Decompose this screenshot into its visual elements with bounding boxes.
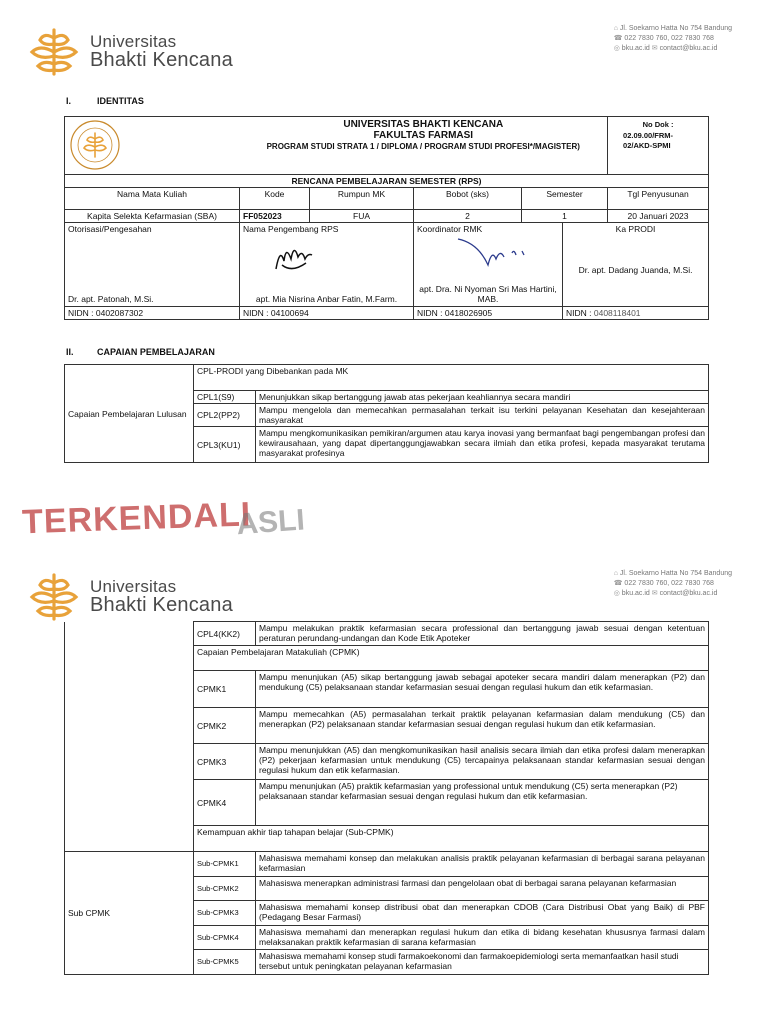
stamp-word1: TERKENDALI bbox=[21, 495, 252, 542]
otorisasi-label: Otorisasi/Pengesahan bbox=[68, 224, 152, 234]
pengembang-label: Nama Pengembang RPS bbox=[243, 224, 339, 234]
cpmk1-text: Mampu menunjukan (A5) sikap bertanggung jawab sebagai apoteker secara mandiri dalam menerapkan (P2) dan mendukung (C5) pelaksanaan standar kefarmasian sesuai dengan regulasi hukum dan etik kefarmasian. bbox=[256, 671, 709, 708]
value-nama-mk: Kapita Selekta Kefarmasian (SBA) bbox=[65, 210, 240, 223]
lotus-logo-icon bbox=[26, 24, 82, 80]
value-tgl: 20 Januari 2023 bbox=[608, 210, 709, 223]
signature-pengembang-icon bbox=[272, 239, 318, 277]
rps-title: RENCANA PEMBELAJARAN SEMESTER (RPS) bbox=[65, 175, 709, 188]
sub-cpmk3-code: Sub-CPMK3 bbox=[194, 901, 256, 926]
cpl2-text: Mampu mengelola dan memecahkan permasalahan terkait isu terkini pelayanan Kesehatan dan kesejahteraan masyarakat bbox=[256, 404, 709, 427]
cpmk3-code: CPMK3 bbox=[194, 744, 256, 780]
logo-line2: Bhakti Kencana bbox=[90, 49, 233, 72]
signer2-name: apt. Mia Nisrina Anbar Fatin, M.Farm. bbox=[255, 294, 398, 304]
signer3-name: apt. Dra. Ni Nyoman Sri Mas Hartini, MAB. bbox=[419, 284, 557, 304]
capaian-table-2 bbox=[64, 621, 709, 975]
doc-number-cell: No Dok : 02.09.00/FRM-02/AKD-SPMI bbox=[608, 117, 709, 175]
sub-cpmk2-text: Mahasiswa menerapkan administrasi farmasi dan pengelolaan obat di berbagai sarana pelayanan kefarmasian bbox=[256, 877, 709, 901]
cpmk2-code: CPMK2 bbox=[194, 708, 256, 744]
globe-icon: ◎ bbox=[613, 45, 620, 52]
otorisasi-cell bbox=[65, 223, 240, 307]
sub-cpmk5-code: Sub-CPMK5 bbox=[194, 950, 256, 975]
letterhead-page2 bbox=[0, 567, 768, 627]
nidn2: NIDN : 04100694 bbox=[240, 307, 414, 320]
cpl1-text: Menunjukkan sikap bertanggung jawab atas pekerjaan keahliannya secara mandiri bbox=[256, 391, 709, 404]
website[interactable]: bku.ac.id bbox=[621, 45, 650, 52]
address: Jl. Soekarno Hatta No 754 Bandung bbox=[619, 25, 732, 32]
cpl-row-label: Capaian Pembelajaran Lulusan bbox=[65, 365, 194, 463]
col-header-semester: Semester bbox=[522, 188, 608, 210]
sub-cpmk2-code: Sub-CPMK2 bbox=[194, 877, 256, 901]
col-header-bobot: Bobot (sks) bbox=[414, 188, 522, 210]
sub-cpmk-header: Kemampuan akhir tiap tahapan belajar (Sub-CPMK) bbox=[194, 826, 709, 852]
section-capaian-title: II. CAPAIAN PEMBELAJARAN bbox=[66, 347, 215, 357]
address: Jl. Soekarno Hatta No 754 Bandung bbox=[619, 570, 732, 577]
email[interactable]: contact@bku.ac.id bbox=[659, 45, 718, 52]
cpl2-code: CPL2(PP2) bbox=[194, 404, 256, 427]
col-header-kode: Kode bbox=[240, 188, 310, 210]
cpl-header: CPL-PRODI yang Dibebankan pada MK bbox=[194, 365, 709, 391]
kaprodi-label: Ka PRODI bbox=[615, 224, 656, 234]
cpl4-text: Mampu melakukan praktik kefarmasian secara professional dan bertanggung jawab sesuai dengan ketentuan peraturan perundang-undangan dan Kode Etik Apoteker bbox=[256, 622, 709, 646]
contact-block-2 bbox=[614, 569, 732, 599]
cpmk1-code: CPMK1 bbox=[194, 671, 256, 708]
location-icon: ⌂ bbox=[613, 25, 618, 32]
sub-cpmk4-text: Mahasiswa memahami dan menerapkan regulasi hukum dan etika di bidang kesehatan khususnya farmasi dalam melaksanakan praktik kefarmasian di sarana kefarmasian bbox=[256, 926, 709, 950]
value-rumpun: FUA bbox=[310, 210, 414, 223]
cpl1-code: CPL1(S9) bbox=[194, 391, 256, 404]
doc-number: 02.09.00/FRM-02/AKD-SPMI bbox=[623, 131, 674, 150]
cpmk4-text: Mampu menunjukan (A5) praktik kefarmasian yang professional untuk mendukung (C5) serta menerapkan (P2) pelaksanaan standar kefarmasian sesuai dengan regulasi hukum dan etik kefarmasian. bbox=[256, 780, 709, 826]
faculty-name: FAKULTAS FARMASI bbox=[373, 130, 474, 141]
mail-icon: ✉ bbox=[651, 45, 658, 52]
terkendali-asli-stamp bbox=[18, 486, 318, 546]
nidn4: NIDN : 0408118401 bbox=[563, 307, 709, 320]
nidn1: NIDN : 0402087302 bbox=[65, 307, 240, 320]
globe-icon: ◎ bbox=[613, 590, 620, 597]
cpmk3-text: Mampu menunjukkan (A5) dan mengkomunikasikan hasil analisis secara ilmiah dan etika profesi dalam menerapkan (P2) pekerjaan kefarmasian untuk mendukung (C5) tercapainya pelaksanaan standar kefarmasian sesuai dengan regulasi hukum dan etik kefarmasian. bbox=[256, 744, 709, 780]
sub-cpmk1-text: Mahasiswa memahami konsep dan melakukan analisis praktik pelayanan kefarmasian di berbagai sarana pelayanan kefarmasian bbox=[256, 852, 709, 877]
sub-cpmk3-text: Mahasiswa memahami konsep distribusi obat dan menerapkan CDOB (Cara Distribusi Obat yang Baik) di PBF (Pedagang Besar Farmasi) bbox=[256, 901, 709, 926]
logo-line1: Universitas bbox=[90, 31, 177, 51]
university-name: UNIVERSITAS BHAKTI KENCANA bbox=[343, 119, 504, 130]
logo-line1: Universitas bbox=[90, 576, 177, 596]
cpl3-text: Mampu mengkomunikasikan pemikiran/argumen atau karya inovasi yang bermanfaat bagi pengembangan profesi dan kewirausahaan, yang dapat dipertanggungjawabkan secara ilmiah dan etika profesi, kepada masyarakat terutama masyarakat profesinya bbox=[256, 427, 709, 463]
email[interactable]: contact@bku.ac.id bbox=[659, 590, 718, 597]
value-kode: FF052023 bbox=[240, 210, 310, 223]
logo-line2: Bhakti Kencana bbox=[90, 594, 233, 617]
pengembang-cell bbox=[240, 223, 414, 307]
signer1-name: Dr. apt. Patonah, M.Si. bbox=[68, 294, 154, 304]
koordinator-cell bbox=[414, 223, 563, 307]
header-title-cell bbox=[240, 117, 608, 175]
phone-icon: ☎ bbox=[613, 35, 623, 42]
signature-koordinator-icon bbox=[454, 235, 534, 271]
col-header-rumpun: Rumpun MK bbox=[310, 188, 414, 210]
university-logo-2 bbox=[26, 569, 233, 625]
capaian-table-1 bbox=[64, 364, 709, 463]
website[interactable]: bku.ac.id bbox=[621, 590, 650, 597]
university-logo bbox=[26, 24, 233, 80]
cpl-continuation-cell bbox=[65, 622, 194, 852]
cpmk-header: Capaian Pembelajaran Matakuliah (CPMK) bbox=[194, 646, 709, 671]
phone: 022 7830 760, 022 7830 768 bbox=[624, 35, 714, 42]
cpmk2-text: Mampu memecahkan (A5) permasalahan terkait praktik pelayanan kefarmasian dalam mendukung (C5) dan menerapkan (P2) pelaksanaan standar kefarmasian sesuai dengan regulasi hukum dan etik kefarmasian. bbox=[256, 708, 709, 744]
cpl3-code: CPL3(KU1) bbox=[194, 427, 256, 463]
signer4-name: Dr. apt. Dadang Juanda, M.Si. bbox=[578, 265, 693, 275]
koordinator-label: Koordinator RMK bbox=[417, 224, 483, 234]
sub-cpmk4-code: Sub-CPMK4 bbox=[194, 926, 256, 950]
nidn3: NIDN : 0418026905 bbox=[414, 307, 563, 320]
col-header-tgl: Tgl Penyusunan bbox=[608, 188, 709, 210]
sub-cpmk1-code: Sub-CPMK1 bbox=[194, 852, 256, 877]
header-seal-cell bbox=[65, 117, 240, 175]
stamp-word2: ASLI bbox=[235, 503, 306, 542]
kaprodi-cell bbox=[563, 223, 709, 307]
program-name: PROGRAM STUDI STRATA 1 / DIPLOMA / PROGRAM STUDI PROFESI*/MAGISTER) bbox=[266, 142, 580, 151]
letterhead bbox=[0, 22, 768, 82]
location-icon: ⌂ bbox=[613, 570, 618, 577]
value-bobot: 2 bbox=[414, 210, 522, 223]
contact-block bbox=[614, 24, 732, 54]
section-identitas-title: I. IDENTITAS bbox=[66, 96, 144, 106]
lotus-logo-icon bbox=[26, 569, 82, 625]
sub-cpmk-label: Sub CPMK bbox=[65, 852, 194, 975]
university-seal-icon bbox=[65, 117, 125, 172]
identity-table bbox=[64, 116, 709, 320]
phone: 022 7830 760, 022 7830 768 bbox=[624, 580, 714, 587]
cpmk4-code: CPMK4 bbox=[194, 780, 256, 826]
col-header-nama-mk: Nama Mata Kuliah bbox=[65, 188, 240, 210]
cpl4-code: CPL4(KK2) bbox=[194, 622, 256, 646]
phone-icon: ☎ bbox=[613, 580, 623, 587]
mail-icon: ✉ bbox=[651, 590, 658, 597]
sub-cpmk5-text: Mahasiswa memahami konsep studi farmakoekonomi dan farmakoepidemiologi serta memanfaatkan hasil studi tersebut untuk peningkatan pelayanan kefarmasian bbox=[256, 950, 709, 975]
value-semester: 1 bbox=[522, 210, 608, 223]
